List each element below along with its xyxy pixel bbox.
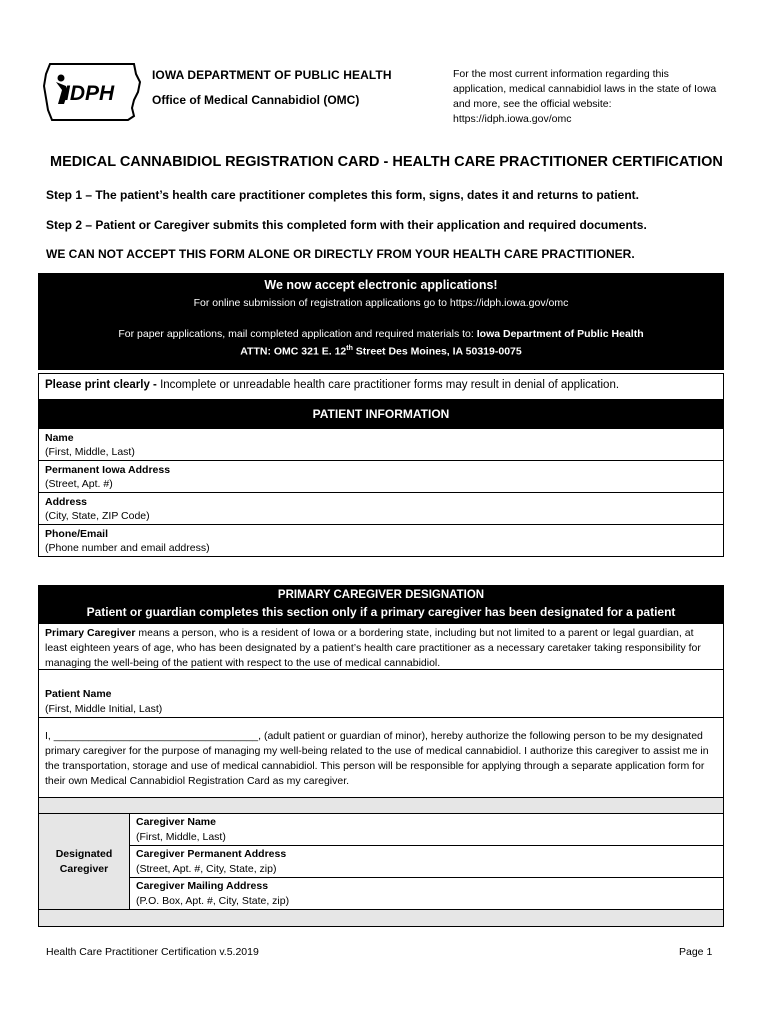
field-label: Patient Name [45,688,112,700]
idph-logo [42,60,142,124]
caregiver-permanent-address-field[interactable] [130,846,723,878]
attn-suffix: Street Des Moines, IA 50319-0075 [352,345,522,358]
field-hint: (Street, Apt. #) [45,478,113,490]
definition-term: Primary Caregiver [45,627,136,639]
designated-label-line2: Caregiver [59,862,109,875]
patient-phone-email-field[interactable] [38,525,724,557]
caregiver-heading: PRIMARY CAREGIVER DESIGNATION [277,589,485,601]
separator-row [39,798,723,814]
caregiver-heading-bar [38,585,724,623]
department-title: IOWA DEPARTMENT OF PUBLIC HEALTH [152,68,392,82]
warning-notice: WE CAN NOT ACCEPT THIS FORM ALONE OR DIRECTLY FROM YOUR HEALTH CARE PRACTITIONER. [46,247,635,261]
patient-information-heading: PATIENT INFORMATION [38,400,724,429]
page-title: MEDICAL CANNABIDIOL REGISTRATION CARD - HEALTH CARE PRACTITIONER CERTIFICATION [50,154,723,170]
field-hint: (First, Middle Initial, Last) [45,703,163,715]
designated-caregiver-block [39,814,723,910]
office-subtitle: Office of Medical Cannabidiol (OMC) [152,93,360,107]
online-submission-text: For online submission of registration applications go to https://idph.iowa.gov/omc [193,297,569,309]
website-info: For the most current information regarding this application, medical cannabidiol laws in the state of Iowa and more, see the official website: https://idph.iowa.gov/omc [453,68,717,125]
step-1: Step 1 – The patient’s health care practitioner completes this form, signs, dates it and returns to patient. [46,188,640,202]
print-notice-bold: Please print clearly - [45,379,157,391]
patient-iowa-address-field[interactable] [38,461,724,493]
field-label: Address [45,496,88,508]
field-label: Caregiver Name [136,816,216,828]
field-hint: (First, Middle, Last) [136,831,226,843]
definition-text: means a person, who is a resident of Iowa or a bordering state, including but not limited to a parent or legal guardian, at least eighteen years of age, who has been designated by a patient’s health care practitioner as a necessary caretaker taking responsibility for managing the well-being of the patient with respect to the use of medical cannabidiol. [45,627,701,669]
field-hint: (Street, Apt. #, City, State, zip) [136,863,277,875]
caregiver-subheading: Patient or guardian completes this section only if a primary caregiver has been designated for a patient [86,605,676,619]
field-label: Phone/Email [45,528,109,540]
paper-prefix: For paper applications, mail completed application and required materials to: [118,328,474,340]
designated-label-line1: Designated [55,847,113,860]
caregiver-name-field[interactable] [130,814,723,846]
field-label: Caregiver Permanent Address [136,848,287,860]
field-hint: (City, State, ZIP Code) [45,510,150,522]
paper-application-line [38,328,724,340]
field-hint: (Phone number and email address) [45,542,210,554]
field-hint: (P.O. Box, Apt. #, City, State, zip) [136,895,290,907]
caregiver-mailing-address-field[interactable] [130,878,723,910]
footer-version: Health Care Practitioner Certification v.5.2019 [46,946,259,958]
caregiver-patient-name-field[interactable] [39,670,723,718]
field-label: Permanent Iowa Address [45,464,171,476]
electronic-heading: We now accept electronic applications! [264,278,498,292]
caregiver-section [38,623,724,927]
electronic-applications-banner [38,273,724,370]
page-number: Page 1 [679,946,713,958]
mailing-address [38,345,724,358]
designated-caregiver-fields [130,814,723,909]
patient-information-table [38,429,724,557]
authorization-statement: I, ___________________________________, (adult patient or guardian of minor), hereby authorize the following person to be my designated primary caregiver for the purpose of managing my well-being related to the use of medical cannabidiol. I authorize this caregiver to assist me in the transportation, storage and use of medical cannabidiol. This person will be responsible for applying through a separate application form for their own Medical Cannabidiol Registration Card as my caregiver. [39,718,723,798]
field-label: Caregiver Mailing Address [136,880,269,892]
print-clearly-notice [38,373,724,400]
patient-name-field[interactable] [38,429,724,461]
attn-prefix: ATTN: OMC 321 E. 12 [240,345,347,358]
attn-sup: th [346,345,353,352]
step-2: Step 2 – Patient or Caregiver submits this completed form with their application and required documents. [46,218,647,232]
patient-address-field[interactable] [38,493,724,525]
field-label: Name [45,432,74,444]
field-hint: (First, Middle, Last) [45,446,135,458]
caregiver-definition [39,624,723,670]
bottom-separator-row [39,910,723,926]
logo-text: IDPH [64,82,115,105]
designated-caregiver-label [39,814,130,909]
paper-department: Iowa Department of Public Health [476,328,644,340]
print-notice-text: Incomplete or unreadable health care practitioner forms may result in denial of application. [156,379,620,391]
